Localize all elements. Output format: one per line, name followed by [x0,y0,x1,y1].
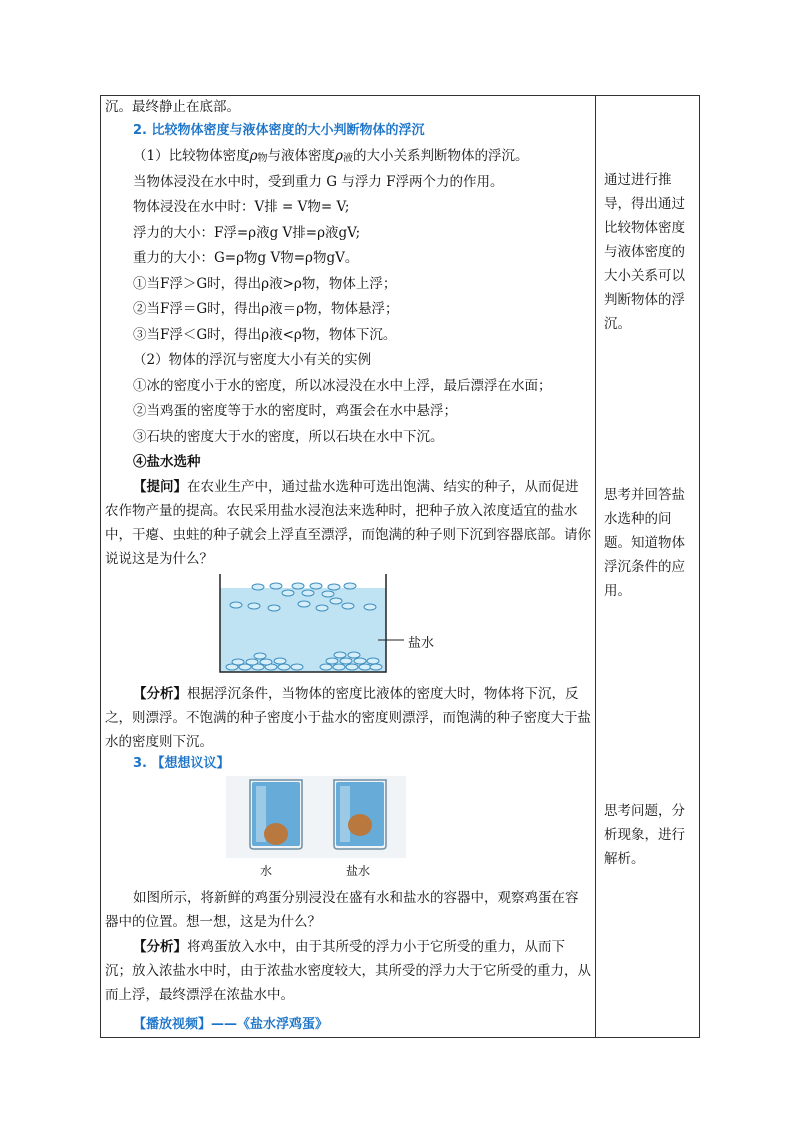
text-line: ②当F浮＝G时，得出ρ液＝ρ物，物体悬浮； [133,301,399,317]
question-paragraph: 【提问】在农业生产中，通过盐水选种可选出饱满、结实的种子，从而促进农作物产量的提高。农民采用盐水浸泡法来选种时，把种子放入浓度适宜的盐水中，干瘪、虫蛀的种子就会上浮直至漂浮，而饱满的种子则下沉到容器底部。请你说说这是为什么？ [105,479,591,567]
teaching-note: 思考并回答盐水选种的问题。知道物体浮沉条件的应用。 [604,487,685,599]
section-heading: 3. 【想想议议】 [133,756,230,771]
teaching-note: 通过进行推导，得出通过比较物体密度与液体密度的大小关系可以判断物体的浮沉。 [604,172,685,332]
question-paragraph: 如图所示，将新鲜的鸡蛋分别浸没在盛有水和盐水的容器中，观察鸡蛋在容器中的位置。想一想，这是为什么？ [105,890,579,930]
column-divider [595,95,596,1038]
text-line: 重力的大小：G=ρ物g V物=ρ物gV。 [133,250,359,266]
video-link[interactable]: 【播放视频】——《盐水浮鸡蛋》 [133,1017,329,1032]
text-line: ①冰的密度小于水的密度，所以冰浸没在水中上浮，最后漂浮在水面； [133,378,552,394]
text-line: 物体浸没在水中时：V排 = V物= V; [133,199,350,215]
text-line: （1）比较物体密度ρ物与液体密度ρ液的大小关系判断物体的浮沉。 [133,148,529,164]
text-line: 沉。最终静止在底部。 [105,99,240,115]
figure-label: 盐水 [408,636,435,651]
text-line: 浮力的大小：F浮=ρ液g V排=ρ液gV; [133,225,361,241]
text-line: ①当F浮＞G时，得出ρ液>ρ物，物体上浮； [133,276,397,292]
analysis-paragraph: 【分析】根据浮沉条件，当物体的密度比液体的密度大时，物体将下沉，反之，则漂浮。不饱满的种子密度小于盐水的密度则漂浮，而饱满的种子密度大于盐水的密度则下沉。 [105,686,591,750]
egg-figure [226,776,406,858]
egg [348,814,372,836]
figure-caption-water: 水 [260,864,273,878]
section-heading: 2. 比较物体密度与液体密度的大小判断物体的浮沉 [133,123,425,138]
water-beaker [250,780,302,849]
analysis-paragraph: 【分析】将鸡蛋放入水中，由于其所受的浮力小于它所受的重力，从而下沉；放入浓盐水中时，由于浓盐水密度较大，其所受的浮力大于它所受的重力，从而上浮，最终漂浮在浓盐水中。 [105,939,591,1003]
text-line: （2）物体的浮沉与密度大小有关的实例 [133,352,372,368]
text-line: ③石块的密度大于水的密度，所以石块在水中下沉。 [133,429,444,445]
salt-water-figure [218,574,458,674]
egg [264,823,288,845]
figure-caption-saltwater: 盐水 [346,864,371,878]
teaching-note: 思考问题，分析现象，进行解析。 [604,803,685,867]
text-line: ④盐水选种 [133,454,201,470]
text-line: ③当F浮＜G时，得出ρ液<ρ物，物体下沉。 [133,327,397,343]
text-line: ②当鸡蛋的密度等于水的密度时，鸡蛋会在水中悬浮； [133,403,457,419]
text-line: 当物体浸没在水中时，受到重力 G 与浮力 F浮两个力的作用。 [133,174,504,190]
saltwater-beaker [334,780,386,849]
